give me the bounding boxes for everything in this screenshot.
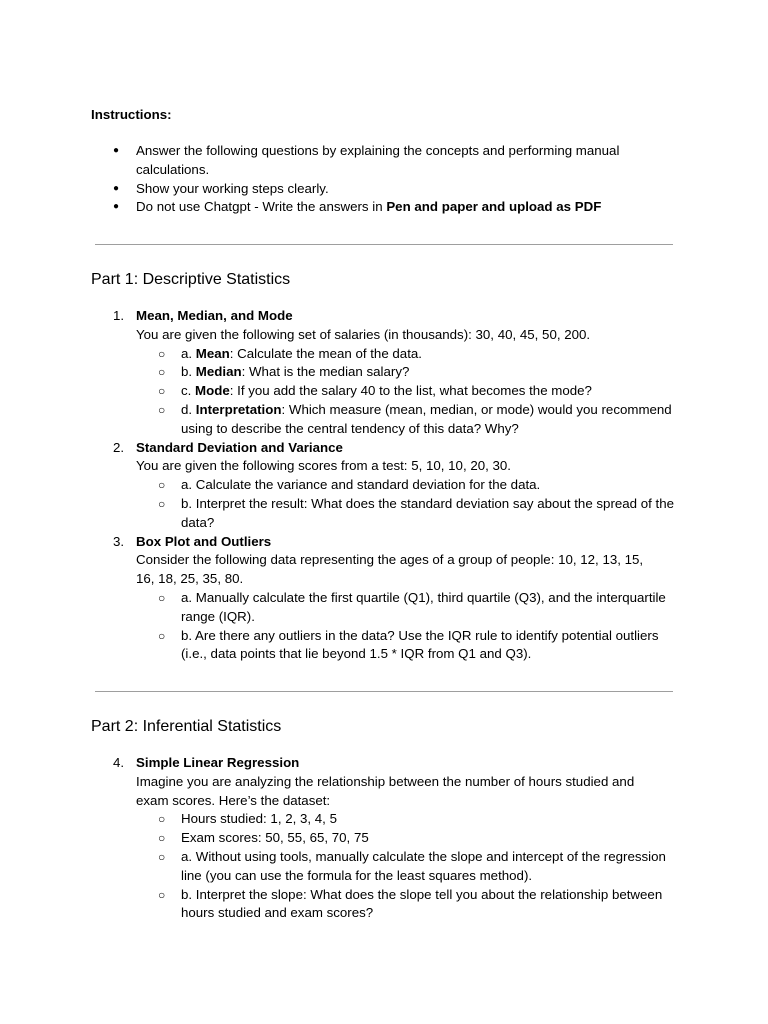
question-description: You are given the following scores from a test: 5, 10, 10, 20, 30.: [136, 458, 512, 474]
instruction-emphasis: Pen and paper and upload as PDF: [386, 199, 602, 215]
question-title: Standard Deviation and Variance: [136, 439, 343, 455]
sub-prefix: a.: [181, 345, 196, 361]
sub-question: ○ b. Interpret the slope: What does the slope tell you about the relationship between hours studied and exam scores?: [136, 886, 681, 924]
sub-question-list: [136, 589, 691, 664]
sub-question: ○ a. Without using tools, manually calculate the slope and intercept of the regression line (you can use the formula for the least squares method).: [136, 848, 681, 886]
sub-text: : What is the median salary?: [241, 364, 410, 380]
question-title: Simple Linear Regression: [136, 755, 300, 770]
question-2: [91, 439, 691, 533]
sub-question: [136, 345, 681, 364]
sub-question: ○ Hours studied: 1, 2, 3, 4, 5: [136, 810, 681, 829]
question-3: [91, 533, 691, 665]
horizontal-divider: [95, 244, 673, 245]
sub-question: [136, 401, 681, 439]
question-title: Box Plot and Outliers: [136, 533, 272, 549]
instructions-heading: Instructions:: [91, 107, 172, 122]
horizontal-divider: [95, 691, 673, 692]
question-number: 3.: [113, 533, 125, 549]
instruction-text: Do not use Chatgpt - Write the answers in: [136, 199, 387, 215]
sub-question-list: [136, 345, 691, 439]
sub-question: ○ b. Are there any outliers in the data? Use the IQR rule to identify potential outliers (i.e., data points that lie beyond 1.5 * IQR from Q1 and Q3).: [136, 627, 681, 665]
part1-questions: [91, 307, 691, 664]
sub-term: Median: [195, 364, 242, 380]
sub-question: [136, 363, 681, 382]
sub-term: Mode: [195, 383, 230, 399]
sub-question: ○ Exam scores: 50, 55, 65, 70, 75: [136, 829, 681, 848]
sub-text: : If you add the salary 40 to the list, what becomes the mode?: [229, 383, 592, 399]
question-4: [91, 754, 691, 923]
question-number: 1.: [113, 308, 125, 323]
sub-text: : Calculate the mean of the data.: [229, 345, 422, 361]
part1-title: Part 1: Descriptive Statistics: [91, 271, 291, 288]
question-number: 2.: [113, 439, 125, 455]
part2-title: Part 2: Inferential Statistics: [91, 718, 282, 735]
sub-question-list: [136, 476, 691, 532]
sub-question: ○ a. Manually calculate the first quartile (Q1), third quartile (Q3), and the interquartile range (IQR).: [136, 589, 681, 627]
question-title: Mean, Median, and Mode: [136, 308, 293, 323]
question-number: 4.: [113, 755, 125, 770]
question-description: Consider the following data representing the ages of a group of people: 10, 12, 13, 15, 16, 18, 25, 35, 80.: [136, 552, 644, 587]
sub-question: ○ a. Calculate the variance and standard deviation for the data.: [136, 476, 681, 495]
sub-text: : Which measure (mean, median, or mode) would you recommend using to describe the central tendency of this data? Why?: [181, 401, 672, 436]
sub-question-list: [136, 810, 691, 923]
sub-question: ○ b. Interpret the result: What does the standard deviation say about the spread of the data?: [136, 495, 681, 533]
part2-questions: [91, 754, 691, 923]
question-description: You are given the following set of salaries (in thousands): 30, 40, 45, 50, 200.: [136, 326, 591, 342]
instructions-list: [91, 142, 671, 217]
instruction-item: [91, 198, 671, 217]
sub-term: Interpretation: [195, 401, 282, 417]
instruction-item: ● Answer the following questions by explaining the concepts and performing manual calculations.: [91, 142, 671, 180]
question-description: Imagine you are analyzing the relationship between the number of hours studied and exam scores. Here’s the dataset:: [136, 773, 635, 808]
instruction-item: ● Show your working steps clearly.: [91, 180, 671, 199]
sub-prefix: b.: [181, 364, 196, 380]
sub-prefix: d.: [181, 401, 196, 417]
sub-term: Mean: [195, 345, 230, 361]
sub-question: [136, 382, 681, 401]
sub-prefix: c.: [181, 383, 196, 399]
question-1: [91, 307, 691, 439]
